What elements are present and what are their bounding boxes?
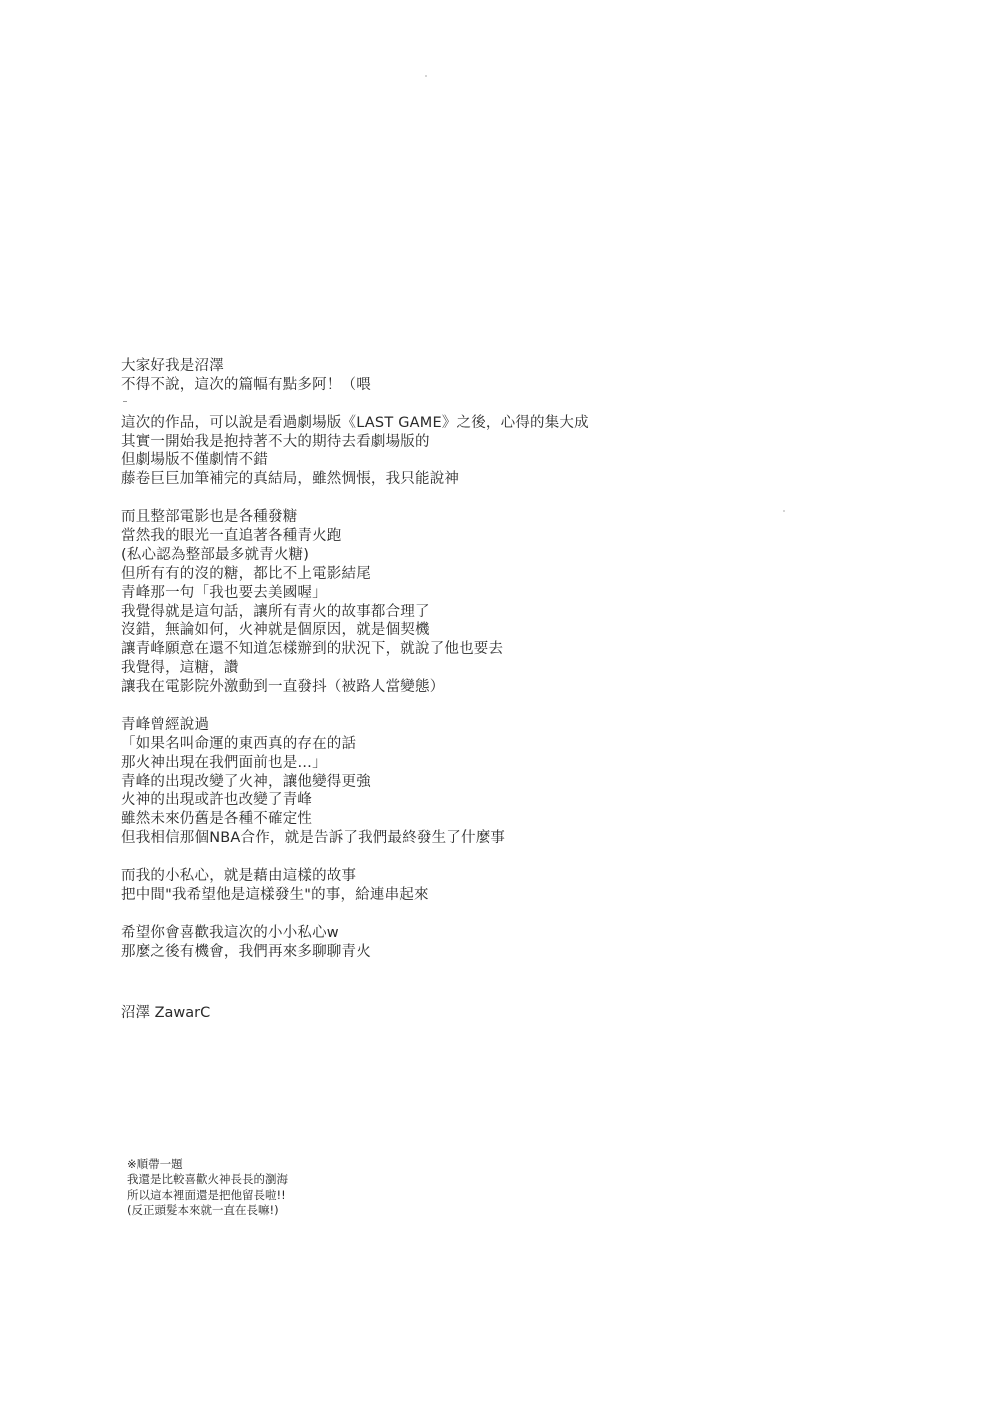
text-line: 「如果名叫命運的東西真的存在的話	[121, 735, 357, 752]
text-line: 青峰的出現改變了火神，讓他變得更強	[121, 773, 371, 790]
paragraph-gap	[121, 697, 761, 716]
afterword-body	[121, 357, 761, 962]
footnote-line: 我還是比較喜歡火神長長的瀏海	[127, 1172, 288, 1187]
footnote-line: ※順帶一題	[127, 1157, 183, 1171]
paragraph-gap	[121, 848, 761, 867]
text-line: 不得不說，這次的篇幅有點多阿！（喂	[121, 376, 371, 393]
text-line: 但所有有的沒的糖，都比不上電影結尾	[121, 565, 371, 582]
text-line: (私心認為整部最多就青火糖)	[121, 546, 310, 563]
paragraph-gap	[121, 395, 761, 414]
text-line: 火神的出現或許也改變了青峰	[121, 792, 313, 809]
text-line: 青峰曾經說過	[121, 716, 210, 733]
text-line: 希望你會喜歡我這次的小小私心w	[121, 924, 339, 941]
text-line: 雖然未來仍舊是各種不確定性	[121, 811, 313, 828]
text-line: 把中間"我希望他是這樣發生"的事，給連串起來	[121, 886, 429, 903]
footnote-line: (反正頭髮本來就一直在長嘛!)	[127, 1202, 279, 1217]
paragraph	[121, 508, 761, 697]
text-line: 那火神出現在我們面前也是…」	[121, 754, 327, 771]
text-line: 讓青峰願意在還不知道怎樣辦到的狀況下，就說了他也要去	[121, 641, 504, 658]
text-line: 大家好我是沼澤	[121, 358, 224, 374]
text-line: 其實一開始我是抱持著不大的期待去看劇場版的	[121, 433, 430, 450]
text-line: 但我相信那個NBA合作，就是告訴了我們最終發生了什麼事	[121, 830, 506, 847]
text-line: 藤卷巨巨加筆補完的真結局，雖然惆悵，我只能說神	[121, 471, 460, 488]
text-line: 而且整部電影也是各種發糖	[121, 509, 298, 526]
paper-speck	[425, 75, 427, 77]
paragraph	[121, 867, 761, 905]
paragraph	[121, 414, 761, 490]
paragraph	[121, 924, 761, 962]
text-line: 讓我在電影院外激動到一直發抖（被路人當變態）	[121, 679, 445, 696]
footnote	[127, 1157, 527, 1218]
text-line: 而我的小私心，就是藉由這樣的故事	[121, 868, 357, 885]
text-line: 我覺得就是這句話，讓所有青火的故事都合理了	[121, 603, 430, 620]
footnote-line: 所以這本裡面還是把他留長啦!!	[127, 1187, 286, 1202]
text-line: 我覺得，這糖，讚	[121, 660, 239, 677]
paragraph-gap	[121, 905, 761, 924]
text-line: 這次的作品，可以說是看過劇場版《LAST GAME》之後，心得的集大成	[121, 414, 589, 431]
paragraph	[121, 716, 761, 848]
text-line: 當然我的眼光一直追著各種青火跑	[121, 528, 342, 545]
paragraph-gap	[121, 489, 761, 508]
paper-speck	[783, 510, 785, 512]
text-line: 但劇場版不僅劇情不錯	[121, 452, 268, 469]
text-line: 那麼之後有機會，我們再來多聊聊青火	[121, 943, 371, 960]
text-line: 沒錯，無論如何，火神就是個原因，就是個契機	[121, 622, 430, 639]
author-signature: 沼澤 ZawarC	[121, 1005, 211, 1021]
text-line: 青峰那一句「我也要去美國喔」	[121, 584, 327, 601]
paragraph	[121, 357, 761, 395]
